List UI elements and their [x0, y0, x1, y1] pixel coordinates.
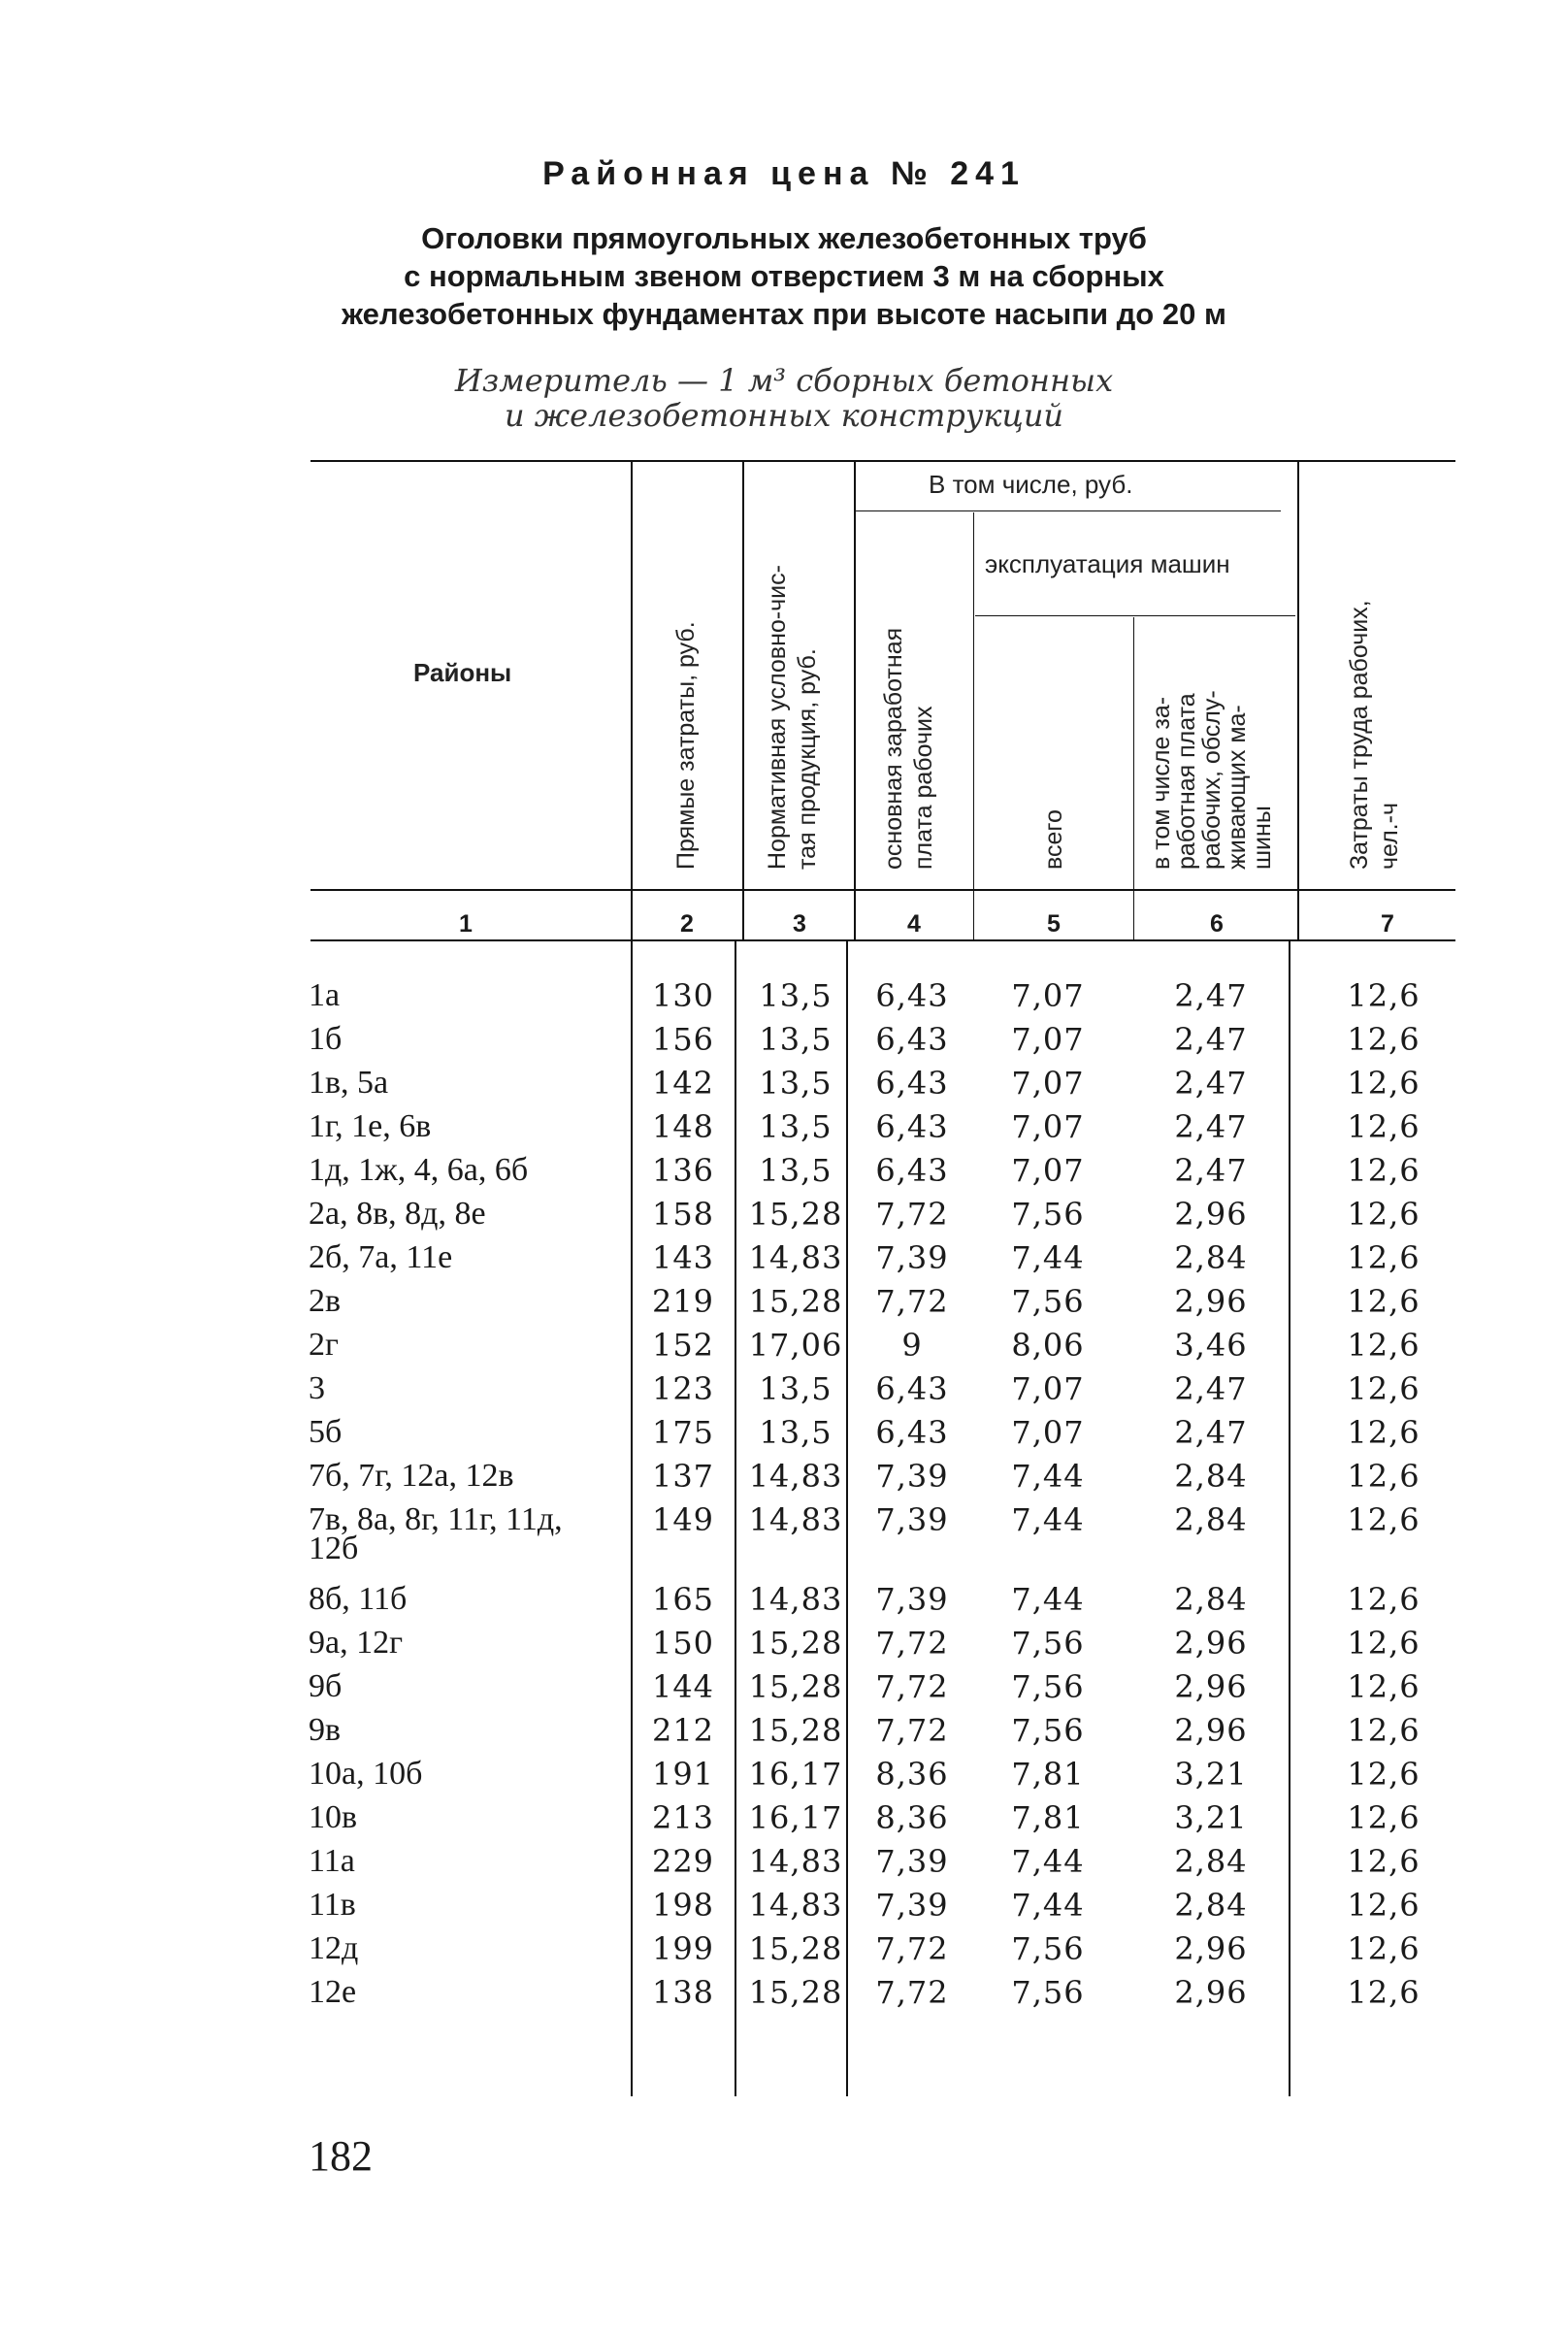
header-total-text: всего — [1040, 809, 1067, 870]
value-cell-c3: 15,28 — [748, 1625, 843, 1662]
region-cell: 3 — [309, 1370, 325, 1406]
value-cell-c5: 7,44 — [1011, 1239, 1085, 1276]
region-cell: 1а — [309, 977, 341, 1013]
value-cell-c5: 7,56 — [1011, 1625, 1085, 1662]
value-cell-c3: 14,83 — [748, 1239, 843, 1276]
value-cell-c2: 142 — [651, 1065, 715, 1102]
value-cell-c3: 17,06 — [748, 1327, 843, 1364]
value-cell-c7: 12,6 — [1347, 1712, 1421, 1749]
value-cell-c7: 12,6 — [1347, 977, 1421, 1014]
region-cell: 9в — [309, 1712, 342, 1748]
value-cell-c7: 12,6 — [1347, 1152, 1421, 1189]
value-cell-c3: 13,5 — [759, 1021, 833, 1058]
value-cell-c5: 7,81 — [1011, 1799, 1085, 1836]
header-wage-line: основная заработная — [880, 627, 907, 870]
value-cell-c4: 7,72 — [875, 1283, 949, 1320]
colnum-divider — [854, 891, 856, 939]
value-cell-c4: 7,72 — [875, 1712, 949, 1749]
colnum-divider — [631, 891, 633, 939]
value-cell-c4: 8,36 — [875, 1799, 949, 1836]
value-cell-c2: 198 — [651, 1887, 715, 1924]
header-incl-wage-line: рабочих, обслу- — [1198, 690, 1225, 870]
value-cell-c4: 9 — [901, 1327, 923, 1364]
value-cell-c2: 136 — [651, 1152, 715, 1189]
value-cell-c6: 2,96 — [1174, 1196, 1248, 1233]
col-divider-5 — [1133, 617, 1134, 889]
value-cell-c6: 2,47 — [1174, 1152, 1248, 1189]
region-cell: 5б — [309, 1414, 343, 1450]
value-cell-c4: 6,43 — [875, 977, 949, 1014]
value-cell-c4: 7,39 — [875, 1239, 949, 1276]
region-cell: 12е — [309, 1974, 357, 2010]
column-number: 3 — [793, 910, 806, 938]
value-cell-c7: 12,6 — [1347, 1581, 1421, 1618]
value-cell-c4: 7,72 — [875, 1196, 949, 1233]
value-cell-c5: 7,07 — [1011, 1108, 1085, 1145]
measure-line: и железобетонных конструкций — [504, 397, 1064, 434]
region-cell: 2а, 8в, 8д, 8е — [309, 1196, 486, 1232]
value-cell-c2: 138 — [651, 1974, 715, 2011]
value-cell-c2: 123 — [651, 1370, 715, 1407]
value-cell-c7: 12,6 — [1347, 1501, 1421, 1538]
value-cell-c6: 2,84 — [1174, 1458, 1248, 1495]
region-cell: 9а, 12г — [309, 1625, 404, 1661]
value-cell-c7: 12,6 — [1347, 1370, 1421, 1407]
column-number: 6 — [1210, 910, 1224, 938]
column-numbers-rule — [310, 939, 1455, 941]
value-cell-c6: 2,96 — [1174, 1712, 1248, 1749]
value-cell-c3: 15,28 — [748, 1283, 843, 1320]
value-cell-c3: 14,83 — [748, 1458, 843, 1495]
value-cell-c5: 7,56 — [1011, 1668, 1085, 1705]
column-number: 4 — [907, 910, 921, 938]
value-cell-c4: 7,72 — [875, 1668, 949, 1705]
value-cell-c6: 2,47 — [1174, 1370, 1248, 1407]
value-cell-c3: 14,83 — [748, 1581, 843, 1618]
value-cell-c6: 2,84 — [1174, 1501, 1248, 1538]
header-including: В том числе, руб. — [929, 470, 1133, 499]
table-top-rule — [310, 460, 1455, 462]
value-cell-c3: 15,28 — [748, 1196, 843, 1233]
region-cell: 1г, 1е, 6в — [309, 1108, 432, 1144]
page-number: 182 — [309, 2132, 373, 2180]
region-cell: 1д, 1ж, 4, 6а, 6б — [309, 1152, 529, 1188]
header-labor — [1345, 600, 1405, 870]
subtitle-line: с нормальным звеном отверстием 3 м на сборных — [404, 259, 1164, 293]
colnum-divider — [973, 891, 974, 939]
header-direct-costs — [671, 621, 702, 870]
value-cell-c4: 7,72 — [875, 1625, 949, 1662]
header-direct-costs-text: Прямые затраты, руб. — [672, 621, 700, 870]
measure-line: Измеритель — 1 м³ сборных бетонных — [454, 362, 1114, 399]
header-labor-line: чел.-ч — [1376, 803, 1403, 870]
value-cell-c4: 7,39 — [875, 1843, 949, 1880]
column-number: 2 — [680, 910, 694, 938]
value-cell-c5: 7,81 — [1011, 1756, 1085, 1793]
value-cell-c4: 7,39 — [875, 1501, 949, 1538]
col-divider-2 — [742, 462, 744, 889]
column-number: 5 — [1047, 910, 1061, 938]
value-cell-c5: 7,07 — [1011, 1021, 1085, 1058]
value-cell-c2: 175 — [651, 1414, 715, 1451]
value-cell-c7: 12,6 — [1347, 1021, 1421, 1058]
value-cell-c7: 12,6 — [1347, 1843, 1421, 1880]
value-cell-c7: 12,6 — [1347, 1756, 1421, 1793]
value-cell-c7: 12,6 — [1347, 1974, 1421, 2011]
column-number: 1 — [459, 910, 473, 938]
value-cell-c2: 143 — [651, 1239, 715, 1276]
value-cell-c3: 13,5 — [759, 1152, 833, 1189]
value-cell-c2: 191 — [651, 1756, 715, 1793]
value-cell-c5: 7,07 — [1011, 1152, 1085, 1189]
value-cell-c7: 12,6 — [1347, 1108, 1421, 1145]
header-incl-wage — [1149, 690, 1275, 870]
value-cell-c7: 12,6 — [1347, 1887, 1421, 1924]
value-cell-c2: 229 — [651, 1843, 715, 1880]
value-cell-c2: 152 — [651, 1327, 715, 1364]
value-cell-c2: 165 — [651, 1581, 715, 1618]
region-cell: 2г — [309, 1327, 339, 1363]
header-normative — [763, 565, 823, 870]
value-cell-c3: 15,28 — [748, 1930, 843, 1967]
region-cell: 7в, 8а, 8г, 11г, 11д, — [309, 1501, 563, 1537]
value-cell-c6: 2,84 — [1174, 1843, 1248, 1880]
value-cell-c4: 8,36 — [875, 1756, 949, 1793]
value-cell-c7: 12,6 — [1347, 1799, 1421, 1836]
value-cell-c6: 2,47 — [1174, 1065, 1248, 1102]
value-cell-c2: 199 — [651, 1930, 715, 1967]
header-incl-wage-line: в том числе за- — [1148, 696, 1175, 870]
value-cell-c4: 6,43 — [875, 1021, 949, 1058]
value-cell-c3: 14,83 — [748, 1843, 843, 1880]
value-cell-c4: 6,43 — [875, 1370, 949, 1407]
header-wage-line: плата рабочих — [910, 706, 937, 870]
col-divider-1 — [631, 462, 633, 889]
value-cell-c5: 7,44 — [1011, 1458, 1085, 1495]
region-cell: 10а, 10б — [309, 1756, 423, 1792]
value-cell-c2: 137 — [651, 1458, 715, 1495]
value-cell-c6: 2,84 — [1174, 1581, 1248, 1618]
value-cell-c5: 7,44 — [1011, 1887, 1085, 1924]
value-cell-c5: 7,07 — [1011, 1414, 1085, 1451]
value-cell-c3: 13,5 — [759, 1370, 833, 1407]
value-cell-c5: 7,07 — [1011, 1370, 1085, 1407]
region-cell: 10в — [309, 1799, 358, 1835]
value-cell-c6: 3,46 — [1174, 1327, 1248, 1364]
value-cell-c6: 2,96 — [1174, 1283, 1248, 1320]
header-bottom-rule — [310, 889, 1455, 891]
value-cell-c6: 2,47 — [1174, 1021, 1248, 1058]
header-labor-line: Затраты труда рабочих, — [1346, 600, 1373, 870]
value-cell-c6: 2,96 — [1174, 1668, 1248, 1705]
column-number: 7 — [1381, 910, 1394, 938]
value-cell-c4: 6,43 — [875, 1108, 949, 1145]
value-cell-c3: 13,5 — [759, 977, 833, 1014]
value-cell-c7: 12,6 — [1347, 1414, 1421, 1451]
region-cell: 1в, 5а — [309, 1065, 389, 1101]
value-cell-c2: 212 — [651, 1712, 715, 1749]
colnum-divider — [1297, 891, 1299, 939]
header-total — [1039, 809, 1069, 870]
subtitle-line: Оголовки прямоугольных железобетонных труб — [421, 221, 1147, 255]
colnum-divider — [742, 891, 744, 939]
value-cell-c2: 213 — [651, 1799, 715, 1836]
value-cell-c5: 7,07 — [1011, 977, 1085, 1014]
value-cell-c6: 2,96 — [1174, 1974, 1248, 2011]
region-cell: 7б, 7г, 12а, 12в — [309, 1458, 514, 1494]
value-cell-c4: 6,43 — [875, 1152, 949, 1189]
value-cell-c7: 12,6 — [1347, 1930, 1421, 1967]
col-divider-4 — [973, 512, 974, 889]
value-cell-c2: 144 — [651, 1668, 715, 1705]
value-cell-c7: 12,6 — [1347, 1458, 1421, 1495]
page-heading: Районная цена № 241 — [542, 155, 1026, 192]
region-cell: 12д — [309, 1930, 359, 1966]
value-cell-c4: 7,39 — [875, 1581, 949, 1618]
value-cell-c6: 2,84 — [1174, 1887, 1248, 1924]
region-cell: 8б, 11б — [309, 1581, 408, 1617]
value-cell-c7: 12,6 — [1347, 1239, 1421, 1276]
value-cell-c7: 12,6 — [1347, 1625, 1421, 1662]
value-cell-c5: 7,56 — [1011, 1712, 1085, 1749]
region-cell-continued: 12б — [309, 1531, 359, 1566]
region-cell: 9б — [309, 1668, 343, 1704]
region-cell: 2в — [309, 1283, 342, 1319]
value-cell-c4: 7,72 — [875, 1974, 949, 2011]
value-cell-c4: 6,43 — [875, 1065, 949, 1102]
body-divider — [1289, 941, 1290, 2096]
value-cell-c3: 16,17 — [748, 1756, 843, 1793]
including-rule — [854, 510, 1281, 511]
header-machines: эксплуатация машин — [985, 549, 1230, 578]
value-cell-c5: 7,44 — [1011, 1843, 1085, 1880]
value-cell-c7: 12,6 — [1347, 1327, 1421, 1364]
value-cell-c4: 7,72 — [875, 1930, 949, 1967]
value-cell-c6: 2,96 — [1174, 1930, 1248, 1967]
value-cell-c4: 7,39 — [875, 1458, 949, 1495]
value-cell-c3: 15,28 — [748, 1974, 843, 2011]
value-cell-c3: 15,28 — [748, 1668, 843, 1705]
value-cell-c3: 14,83 — [748, 1887, 843, 1924]
value-cell-c4: 6,43 — [875, 1414, 949, 1451]
col-divider-3 — [854, 462, 856, 889]
value-cell-c7: 12,6 — [1347, 1065, 1421, 1102]
machines-rule — [975, 615, 1295, 616]
value-cell-c3: 13,5 — [759, 1108, 833, 1145]
value-cell-c5: 7,07 — [1011, 1065, 1085, 1102]
value-cell-c5: 7,56 — [1011, 1974, 1085, 2011]
value-cell-c4: 7,39 — [875, 1887, 949, 1924]
header-normative-line: Нормативная условно-чис- — [764, 565, 791, 870]
region-cell: 11в — [309, 1887, 356, 1923]
value-cell-c5: 8,06 — [1011, 1327, 1085, 1364]
value-cell-c2: 148 — [651, 1108, 715, 1145]
region-cell: 11а — [309, 1843, 355, 1879]
subtitle-line: железобетонных фундаментах при высоте насыпи до 20 м — [342, 297, 1226, 331]
value-cell-c5: 7,56 — [1011, 1196, 1085, 1233]
value-cell-c3: 13,5 — [759, 1065, 833, 1102]
header-normative-line: тая продукция, руб. — [794, 648, 821, 870]
value-cell-c7: 12,6 — [1347, 1196, 1421, 1233]
region-cell: 1б — [309, 1021, 343, 1057]
value-cell-c5: 7,44 — [1011, 1501, 1085, 1538]
header-incl-wage-line: шины — [1249, 806, 1276, 870]
col-divider-6 — [1297, 462, 1299, 889]
value-cell-c5: 7,56 — [1011, 1930, 1085, 1967]
value-cell-c3: 16,17 — [748, 1799, 843, 1836]
value-cell-c6: 2,47 — [1174, 1414, 1248, 1451]
value-cell-c6: 2,96 — [1174, 1625, 1248, 1662]
header-incl-wage-line: работная плата — [1173, 693, 1200, 870]
value-cell-c6: 2,47 — [1174, 1108, 1248, 1145]
value-cell-c2: 149 — [651, 1501, 715, 1538]
value-cell-c5: 7,44 — [1011, 1581, 1085, 1618]
header-wage — [879, 628, 939, 870]
value-cell-c3: 13,5 — [759, 1414, 833, 1451]
header-incl-wage-line: живающих ма- — [1224, 705, 1251, 870]
region-cell: 2б, 7а, 11е — [309, 1239, 453, 1275]
value-cell-c2: 219 — [651, 1283, 715, 1320]
value-cell-c2: 158 — [651, 1196, 715, 1233]
value-cell-c7: 12,6 — [1347, 1283, 1421, 1320]
header-regions: Районы — [413, 658, 512, 687]
value-cell-c6: 2,84 — [1174, 1239, 1248, 1276]
value-cell-c3: 15,28 — [748, 1712, 843, 1749]
value-cell-c3: 14,83 — [748, 1501, 843, 1538]
value-cell-c2: 130 — [651, 977, 715, 1014]
value-cell-c6: 3,21 — [1174, 1799, 1248, 1836]
colnum-divider — [1133, 891, 1134, 939]
value-cell-c6: 2,47 — [1174, 977, 1248, 1014]
value-cell-c2: 150 — [651, 1625, 715, 1662]
value-cell-c7: 12,6 — [1347, 1668, 1421, 1705]
value-cell-c2: 156 — [651, 1021, 715, 1058]
value-cell-c6: 3,21 — [1174, 1756, 1248, 1793]
value-cell-c5: 7,56 — [1011, 1283, 1085, 1320]
